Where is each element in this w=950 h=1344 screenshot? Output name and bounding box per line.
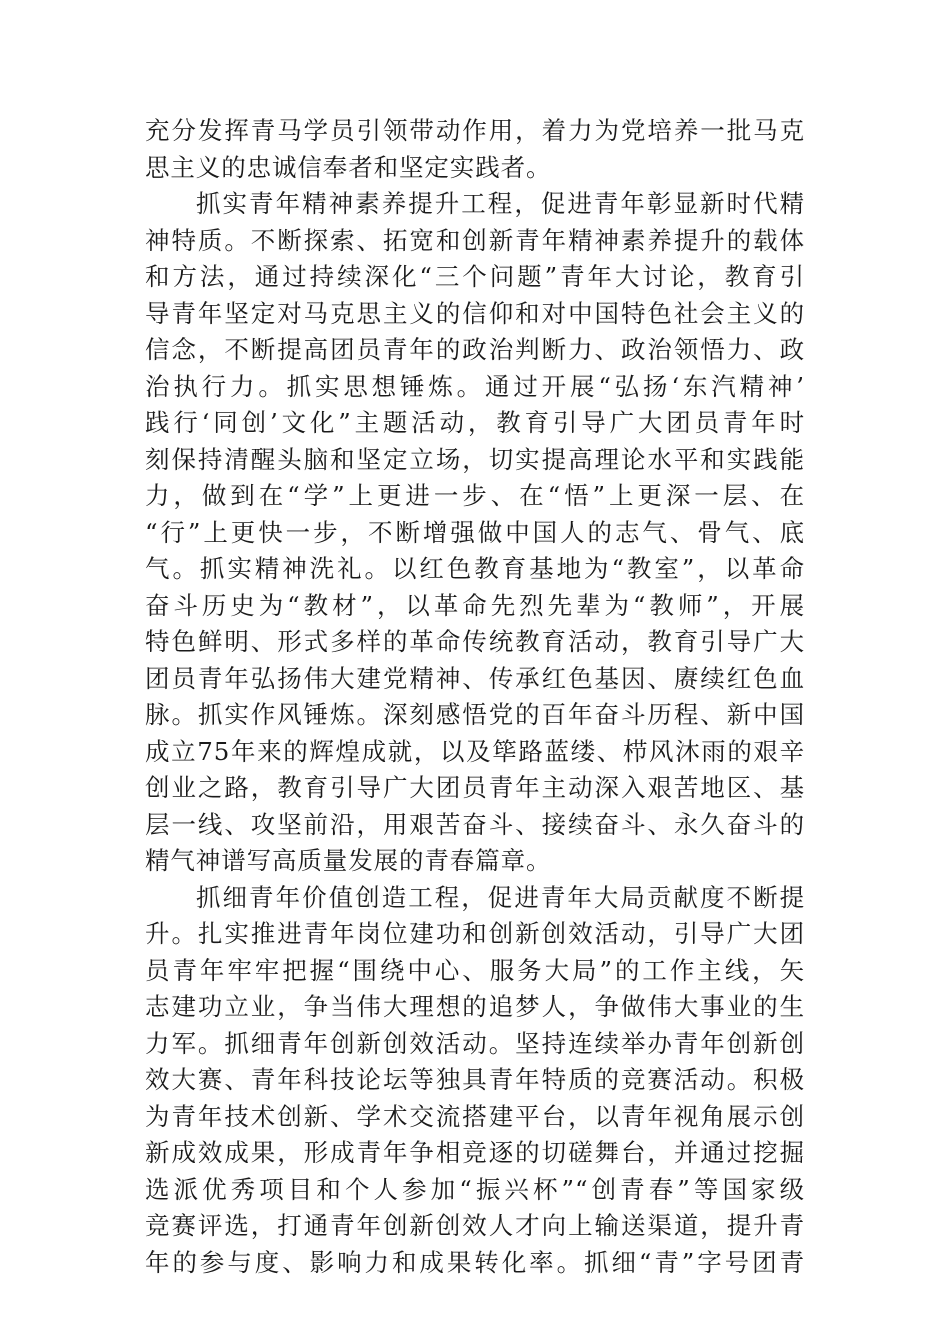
text-line: 力军。抓细青年创新创效活动。坚持连续举办青年创新创 [145, 1028, 805, 1058]
text-line: 特色鲜明、形式多样的革命传统教育活动，教育引导广大 [145, 627, 805, 656]
text-line: 信念，不断提高团员青年的政治判断力、政治领悟力、政 [145, 335, 805, 364]
document-body [145, 113, 805, 1281]
text-line: 和方法，通过持续深化“三个问题”青年大讨论，教育引 [145, 262, 805, 291]
text-line: 员青年牢牢把握“围绕中心、服务大局”的工作主线，矢 [145, 955, 805, 985]
text-line: 导青年坚定对马克思主义的信仰和对中国特色社会主义的 [145, 298, 805, 328]
text-line: 效大赛、青年科技论坛等独具青年特质的竞赛活动。积极 [145, 1065, 805, 1094]
text-line: 气。抓实精神洗礼。以红色教育基地为“教室”，以革命 [145, 554, 805, 583]
text-line: 创业之路，教育引导广大团员青年主动深入艰苦地区、基 [145, 773, 805, 802]
text-line: 神特质。不断探索、拓宽和创新青年精神素养提升的载体 [145, 225, 805, 255]
text-line: 团员青年弘扬伟大建党精神、传承红色基因、赓续红色血 [145, 663, 805, 693]
text-line: 年的参与度、影响力和成果转化率。抓细“青”字号团青 [145, 1247, 805, 1277]
text-line: 奋斗历史为“教材”，以革命先烈先辈为“教师”，开展 [145, 590, 805, 620]
text-line: 成立75年来的辉煌成就，以及筚路蓝缕、栉风沐雨的艰辛 [145, 736, 805, 766]
text-line: 抓实青年精神素养提升工程，促进青年彰显新时代精 [196, 189, 805, 218]
text-line: 层一线、攻坚前沿，用艰苦奋斗、接续奋斗、永久奋斗的 [145, 809, 805, 839]
text-line: 竞赛评选，打通青年创新创效人才向上输送渠道，提升青 [145, 1211, 805, 1240]
text-line: 新成效成果，形成青年争相竞逐的切磋舞台，并通过挖掘 [145, 1138, 805, 1167]
text-line: 为青年技术创新、学术交流搭建平台，以青年视角展示创 [145, 1101, 805, 1131]
text-line: 治执行力。抓实思想锤炼。通过开展“弘扬‘东汽精神’ [145, 371, 805, 401]
text-line: 抓细青年价值创造工程，促进青年大局贡献度不断提 [196, 882, 805, 912]
text-line: 选派优秀项目和个人参加“振兴杯”“创青春”等国家级 [145, 1174, 805, 1204]
text-line: 升。扎实推进青年岗位建功和创新创效活动，引导广大团 [145, 919, 805, 948]
text-line: 精气神谱写高质量发展的青春篇章。 [145, 846, 552, 875]
text-line: “行”上更快一步，不断增强做中国人的志气、骨气、底 [145, 517, 805, 547]
text-line: 志建功立业，争当伟大理想的追梦人，争做伟大事业的生 [145, 992, 805, 1021]
text-line: 践行‘同创’文化”主题活动，教育引导广大团员青年时 [145, 408, 805, 437]
text-line: 思主义的忠诚信奉者和坚定实践者。 [145, 152, 552, 182]
text-line: 力，做到在“学”上更进一步、在“悟”上更深一层、在 [145, 481, 805, 510]
text-line: 充分发挥青马学员引领带动作用，着力为党培养一批马克 [145, 116, 805, 145]
text-line: 刻保持清醒头脑和坚定立场，切实提高理论水平和实践能 [145, 444, 805, 474]
text-line: 脉。抓实作风锤炼。深刻感悟党的百年奋斗历程、新中国 [145, 700, 805, 729]
